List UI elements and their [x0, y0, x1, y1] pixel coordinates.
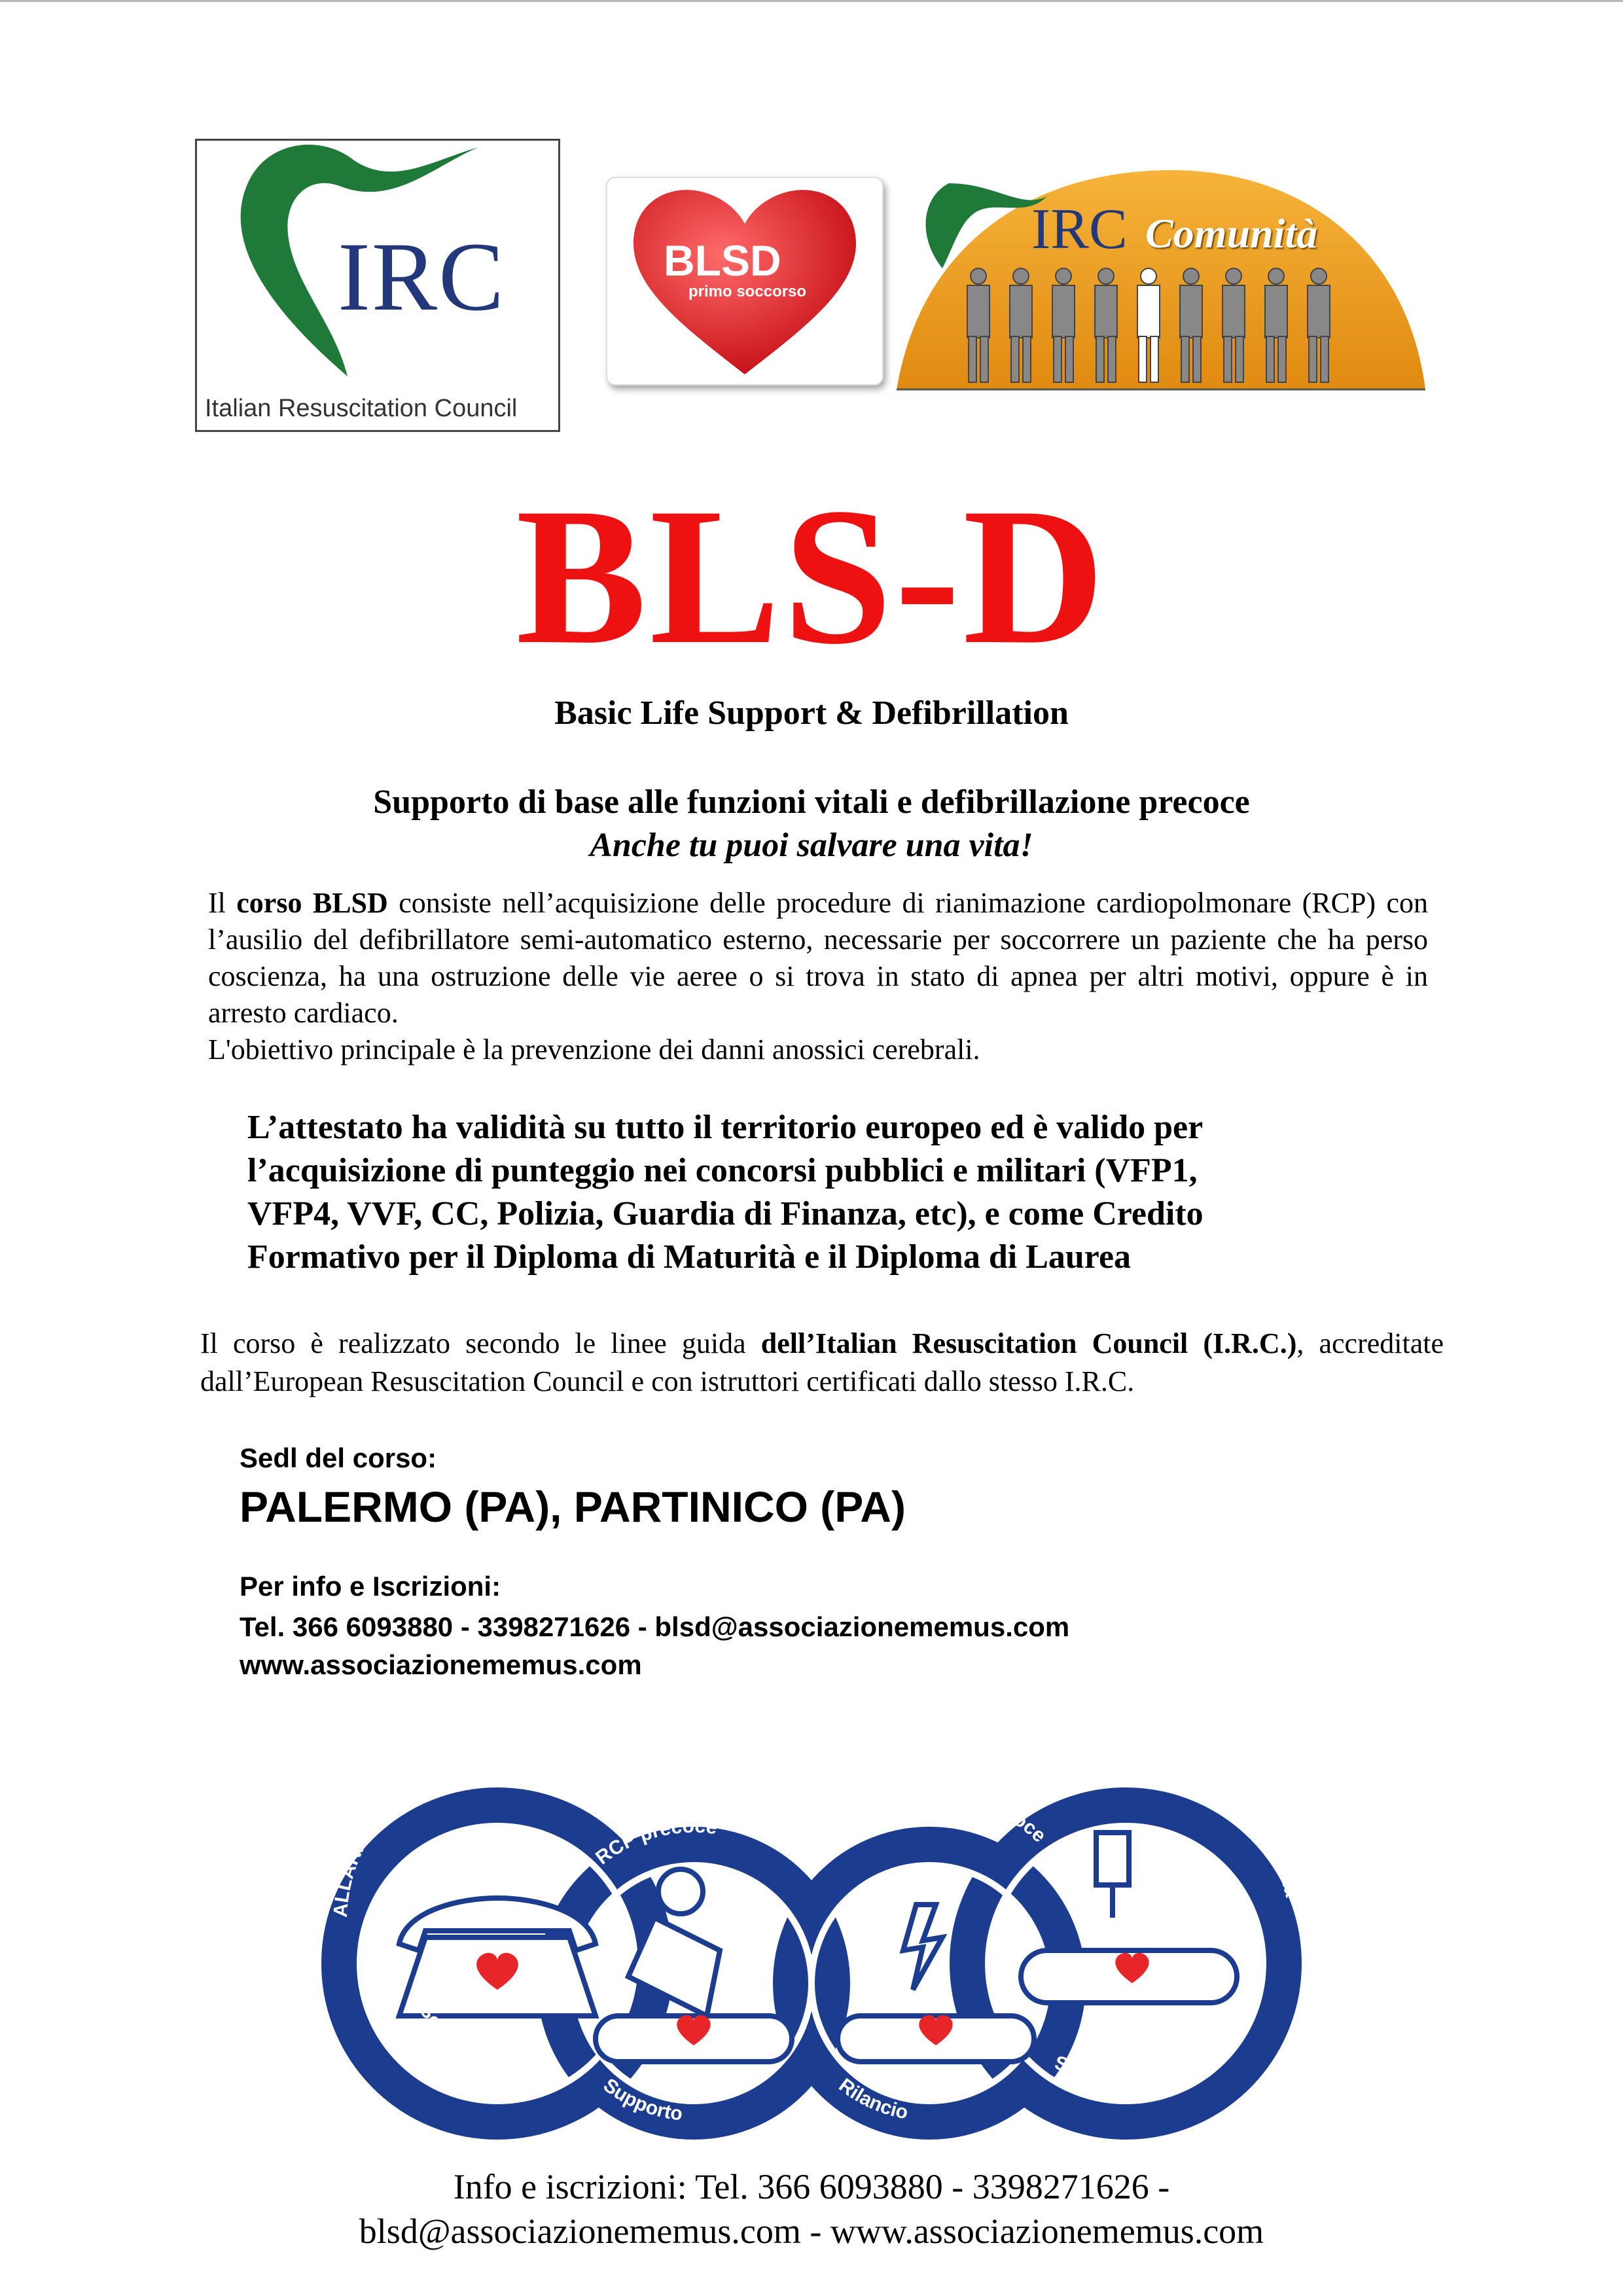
info-label: Per info e Iscrizioni: — [240, 1571, 501, 1602]
arc-label-rcp: RCP precoce — [592, 1815, 719, 1869]
arc-label-soccorso: Soccorso — [414, 2000, 493, 2070]
intro-text — [208, 885, 1428, 1031]
arc-label-supporto: Supporto — [599, 2074, 684, 2125]
top-border-line — [0, 0, 1623, 2]
intro-objective: L'obiettivo principale è la prevenzione dei danni anossici cerebrali. — [208, 1033, 980, 1066]
blsd-logo-text: BLSD — [664, 236, 781, 285]
guidelines-irc: dell’Italian Resuscitation Council (I.R.C.) — [760, 1327, 1297, 1359]
attestato-line-2: l’acquisizione di punteggio nei concorsi pubblici e militari (VFP1, — [247, 1152, 1198, 1189]
blsd-logo-subtitle: primo soccorso — [688, 283, 807, 300]
page-title: BLS-D — [516, 467, 1107, 685]
footer-contact-line-1: Info e iscrizioni: Tel. 366 6093880 - 3398271626 - — [453, 2167, 1170, 2206]
tagline: Anche tu puoi salvare una vita! — [590, 827, 1033, 864]
arc-label-defibrillazione: DEFIBRILLAZIONE precoce — [798, 1782, 1050, 1862]
attestato-line-4: Formativo per il Diploma di Maturità e il Diploma di Laurea — [247, 1238, 1132, 1276]
irc-logo-subtitle: Italian Resuscitation Council — [205, 395, 518, 422]
community-dome-icon — [897, 157, 1425, 393]
attestato-line-1: L’attestato ha validità su tutto il territorio europeo ed è valido per — [247, 1109, 1204, 1146]
community-logo-irc-text: IRC — [1031, 198, 1128, 261]
subtitle-english: Basic Life Support & Defibrillation — [554, 694, 1069, 732]
arc-label-stabilizzazione: Stabilizzazione — [1052, 2026, 1187, 2080]
guidelines-rest: , accreditate dall’European Resuscitation Council e con istruttori certificati dallo stesso I.R.C. — [200, 1327, 1444, 1397]
irc-logo — [195, 139, 560, 432]
chain-of-survival-icon — [288, 1702, 1335, 2160]
course-locations-label: Sedl del corso: — [240, 1443, 437, 1473]
intro-body: consiste nell’acquisizione delle procedure di rianimazione cardiopolmonare (RCP) con l’ausilio del defibrillatore semi-automatico esterno, necessarie per soccorrere un paziente che ha perso coscienza, ha una ostruzione delle vie aeree o si trova in stato di apnea per altri motivi, oppure è in arresto cardiaco. — [208, 887, 1428, 1029]
irc-logo-text: IRC — [338, 223, 506, 331]
phone-icon — [399, 1898, 596, 2016]
blsd-logo — [606, 177, 883, 386]
arc-label-allarme: ALLARME immediato — [329, 1751, 461, 1918]
intro-course-name: corso BLSD — [236, 887, 388, 919]
intro-paragraph — [208, 885, 1428, 1068]
arc-label-rianimazione: RIANIMAZIONE Cardiaca avanzata — [1026, 1746, 1303, 1899]
arc-label-rilancio: Rilancio — [834, 2074, 910, 2124]
subtitle-italian: Supporto di base alle funzioni vitali e defibrillazione precoce — [373, 783, 1250, 821]
intro-lead: Il — [208, 887, 237, 919]
guidelines-lead: Il corso è realizzato secondo le linee guida — [200, 1327, 761, 1359]
info-contact[interactable]: Tel. 366 6093880 - 3398271626 - blsd@associazionememus.com — [240, 1611, 1070, 1642]
info-website-link[interactable]: www.associazionememus.com — [240, 1649, 642, 1680]
course-locations-value: PALERMO (PA), PARTINICO (PA) — [240, 1482, 906, 1531]
guidelines-paragraph — [200, 1325, 1444, 1401]
irc-community-logo — [897, 157, 1425, 393]
attestato-line-3: VFP4, VVF, CC, Polizia, Guardia di Finanza, etc), e come Credito — [247, 1195, 1204, 1232]
community-logo-comunita-text: Comunità — [1145, 210, 1318, 257]
chain-of-survival-diagram — [288, 1702, 1335, 2160]
certificate-validity-block — [247, 1106, 1425, 1279]
footer-contact-line-2[interactable]: blsd@associazionememus.com - www.associazionememus.com — [359, 2212, 1264, 2251]
